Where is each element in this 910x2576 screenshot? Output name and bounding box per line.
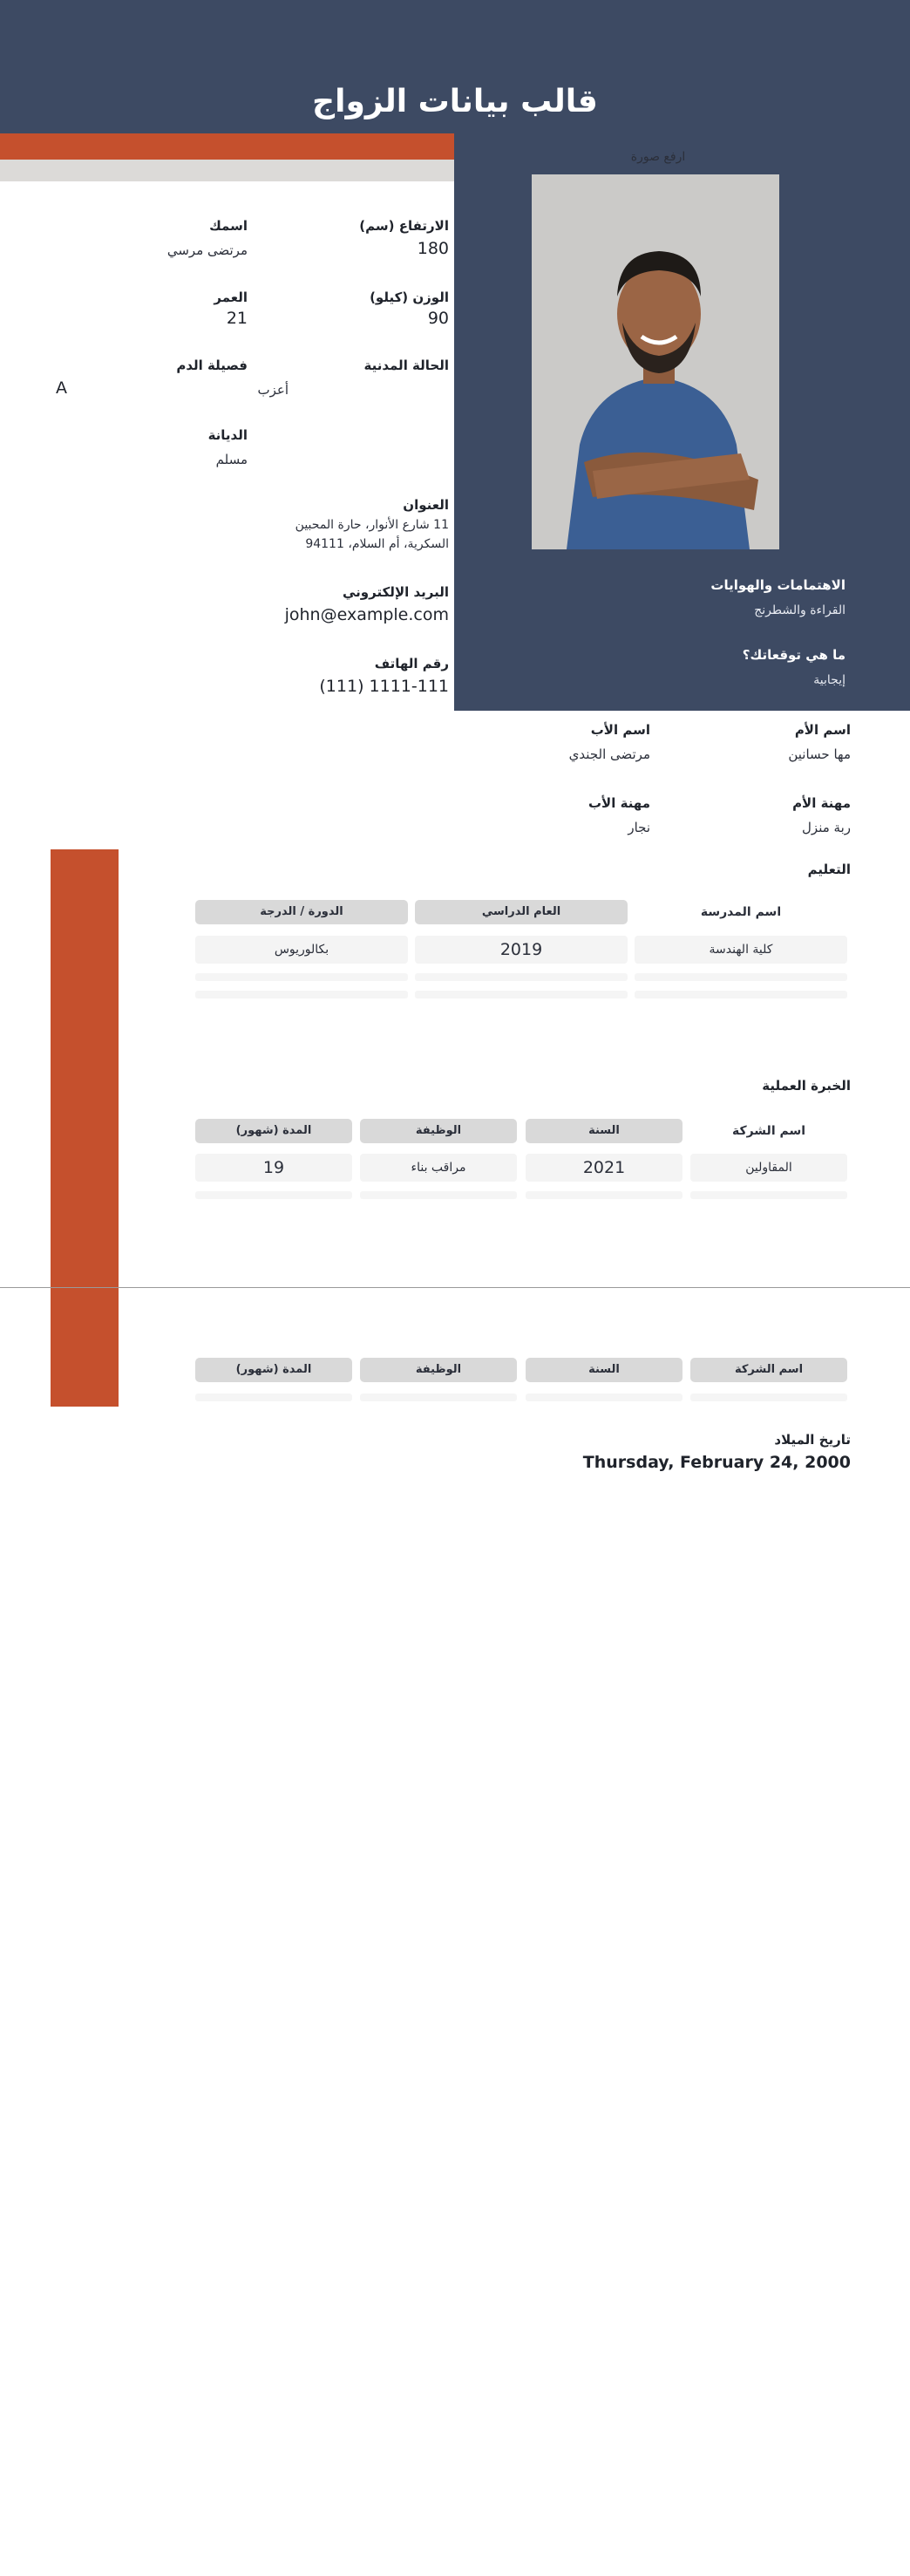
father-job-label: مهنة الأب bbox=[587, 795, 650, 811]
blood-type-label: فصيلة الدم bbox=[176, 358, 248, 373]
exp-header-year: السنة bbox=[526, 1119, 682, 1143]
expectations-value[interactable]: إيجابية bbox=[813, 673, 845, 687]
profile-photo[interactable] bbox=[532, 174, 779, 549]
age-label: العمر bbox=[214, 290, 248, 305]
exp2-empty-row[interactable] bbox=[526, 1394, 682, 1401]
photo-upload-label[interactable]: ارفع صورة bbox=[630, 150, 686, 164]
mother-name-label: اسم الأم bbox=[794, 722, 851, 738]
marital-status-label: الحالة المدنية bbox=[363, 358, 449, 373]
phone-value[interactable]: (111) 1111-111 bbox=[319, 677, 449, 696]
edu-empty-row[interactable] bbox=[195, 991, 408, 998]
edu-empty-row[interactable] bbox=[415, 991, 628, 998]
edu-row1-year[interactable]: 2019 bbox=[415, 936, 628, 964]
edu-empty-row[interactable] bbox=[415, 973, 628, 981]
education-section-title: التعليم bbox=[807, 862, 851, 877]
edu-header-year: العام الدراسي bbox=[415, 900, 628, 924]
exp-empty-row[interactable] bbox=[526, 1191, 682, 1199]
person-portrait-icon bbox=[532, 174, 779, 549]
expectations-label: ما هي توقعاتك؟ bbox=[742, 647, 845, 663]
exp2-header-company: اسم الشركة bbox=[690, 1358, 847, 1382]
birth-date-value[interactable]: Thursday, February 24, 2000 bbox=[582, 1453, 851, 1472]
address-line1[interactable]: 11 شارع الأنوار، حارة المحبين bbox=[295, 518, 449, 532]
blood-type-value[interactable]: A bbox=[56, 378, 67, 398]
mother-name-value[interactable]: مها حسانين bbox=[788, 746, 851, 762]
exp-empty-row[interactable] bbox=[690, 1191, 847, 1199]
email-label: البريد الإلكتروني bbox=[343, 584, 449, 600]
experience-section-title: الخبرة العملية bbox=[762, 1078, 851, 1094]
address-line2[interactable]: السكرية، أم السلام، 94111 bbox=[305, 537, 449, 551]
exp-header-job: الوظيفة bbox=[360, 1119, 517, 1143]
exp-row1-job[interactable]: مراقب بناء bbox=[360, 1154, 517, 1182]
page-divider bbox=[0, 1287, 910, 1288]
exp-row1-year[interactable]: 2021 bbox=[526, 1154, 682, 1182]
email-value[interactable]: john@example.com bbox=[284, 605, 449, 624]
edu-row1-school[interactable]: كلية الهندسة bbox=[635, 936, 847, 964]
exp-row1-duration[interactable]: 19 bbox=[195, 1154, 352, 1182]
gray-stripe bbox=[0, 160, 454, 181]
birth-date-label: تاريخ الميلاد bbox=[774, 1432, 851, 1448]
name-label: اسمك bbox=[209, 218, 248, 234]
marital-status-value[interactable]: أعزب bbox=[257, 382, 289, 398]
exp2-header-year: السنة bbox=[526, 1358, 682, 1382]
father-name-label: اسم الأب bbox=[590, 722, 650, 738]
age-value[interactable]: 21 bbox=[226, 309, 248, 328]
father-name-value[interactable]: مرتضى الجندي bbox=[568, 746, 650, 762]
exp2-empty-row[interactable] bbox=[360, 1394, 517, 1401]
edu-header-degree: الدورة / الدرجة bbox=[195, 900, 408, 924]
edu-row1-degree[interactable]: بكالوريوس bbox=[195, 936, 408, 964]
exp2-empty-row[interactable] bbox=[690, 1394, 847, 1401]
exp-header-company: اسم الشركة bbox=[731, 1124, 806, 1138]
accent-stripe bbox=[0, 133, 454, 160]
edu-empty-row[interactable] bbox=[195, 973, 408, 981]
name-value[interactable]: مرتضى مرسي bbox=[166, 242, 248, 258]
exp-row1-company[interactable]: المقاولين bbox=[690, 1154, 847, 1182]
exp2-empty-row[interactable] bbox=[195, 1394, 352, 1401]
orange-side-bar bbox=[51, 849, 119, 1407]
exp-header-duration: المدة (شهور) bbox=[195, 1119, 352, 1143]
religion-label: الديانة bbox=[207, 427, 248, 443]
mother-job-label: مهنة الأم bbox=[792, 795, 851, 811]
exp2-header-job: الوظيفة bbox=[360, 1358, 517, 1382]
hobbies-label: الاهتمامات والهوايات bbox=[710, 577, 845, 593]
edu-empty-row[interactable] bbox=[635, 991, 847, 998]
exp-empty-row[interactable] bbox=[195, 1191, 352, 1199]
height-value[interactable]: 180 bbox=[417, 239, 449, 258]
height-label: الارتفاع (سم) bbox=[359, 218, 449, 234]
weight-label: الوزن (كيلو) bbox=[370, 290, 449, 305]
religion-value[interactable]: مسلم bbox=[215, 452, 248, 467]
phone-label: رقم الهاتف bbox=[374, 656, 449, 671]
weight-value[interactable]: 90 bbox=[427, 309, 449, 328]
hobbies-value[interactable]: القراءة والشطرنج bbox=[754, 603, 845, 617]
page-title: قالب بيانات الزواج bbox=[312, 84, 598, 119]
father-job-value[interactable]: نجار bbox=[628, 820, 650, 835]
exp2-header-duration: المدة (شهور) bbox=[195, 1358, 352, 1382]
edu-header-school: اسم المدرسة bbox=[700, 905, 782, 919]
address-label: العنوان bbox=[403, 497, 449, 513]
exp-empty-row[interactable] bbox=[360, 1191, 517, 1199]
edu-empty-row[interactable] bbox=[635, 973, 847, 981]
mother-job-value[interactable]: ربة منزل bbox=[802, 820, 851, 835]
